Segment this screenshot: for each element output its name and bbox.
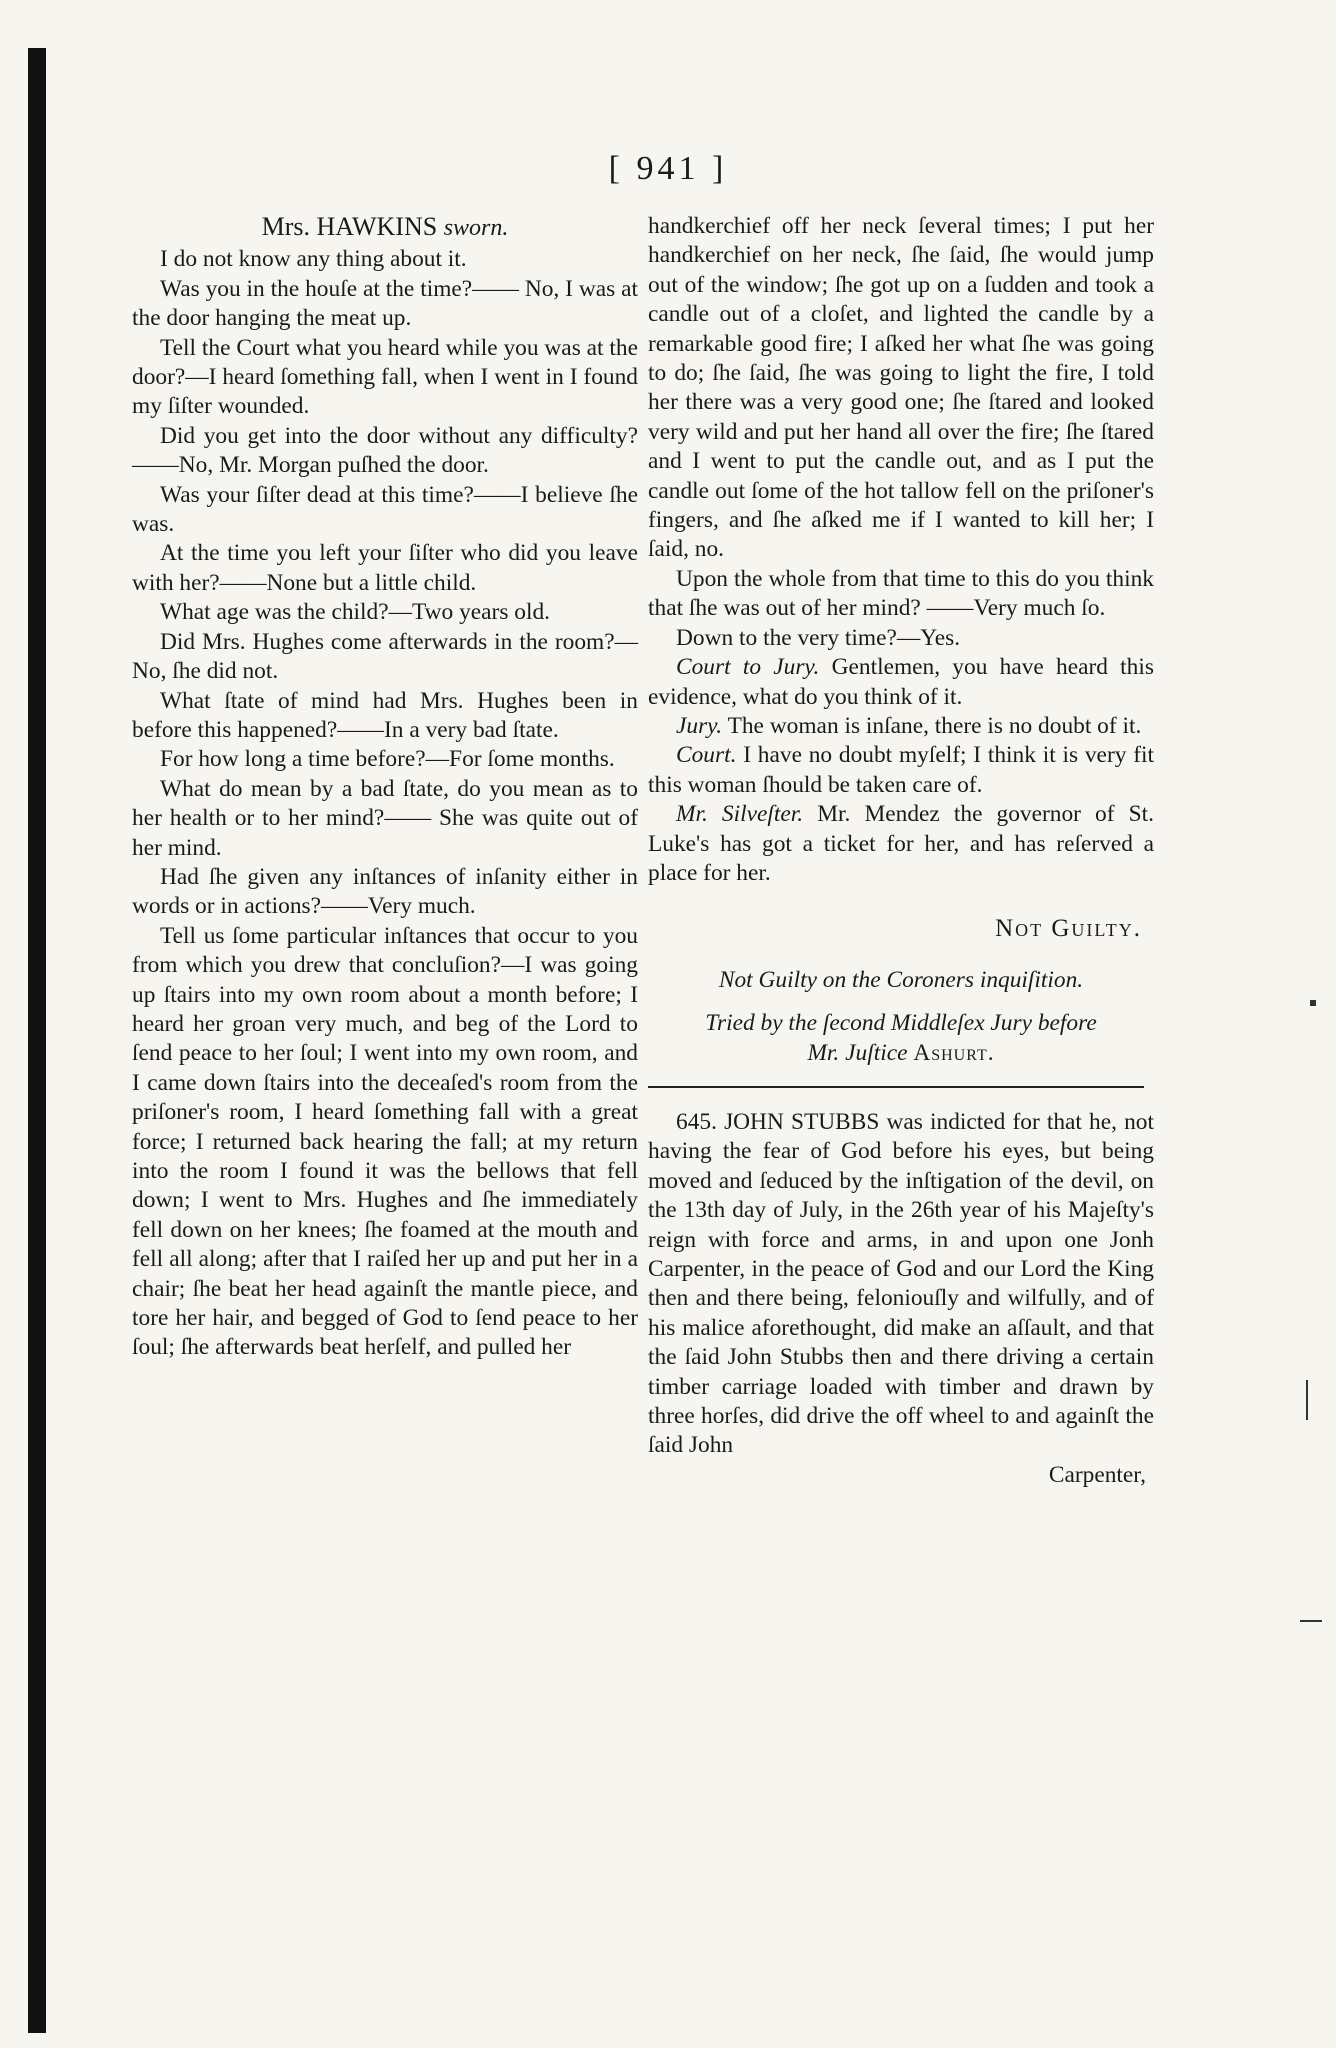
testimony-paragraph: What ſtate of mind had Mrs. Hughes been in before this happened?——In a very bad ſtate. bbox=[132, 687, 638, 743]
testimony-paragraph: Had ſhe given any inſtances of inſanity either in words or in actions?——Very much. bbox=[132, 863, 638, 920]
indictment-paragraph bbox=[648, 1108, 1154, 1461]
testimony-paragraph: Was your ſiſter dead at this time?——I believe ſhe was. bbox=[132, 481, 638, 538]
section-divider bbox=[648, 1086, 1144, 1088]
case-number: 645. bbox=[676, 1108, 717, 1135]
speech-text: I have no doubt myſelf; I think it is very fit this woman ſhould be taken care of. bbox=[648, 742, 1154, 798]
testimony-paragraph: I do not know any thing about it. bbox=[160, 246, 467, 273]
jury-paragraph bbox=[648, 712, 1154, 741]
speech-text: Mr. Mendez the governor of St. Luke's has got a ticket for her, and has reſerved a place for her. bbox=[648, 801, 1154, 886]
witness-name: Mrs. HAWKINS bbox=[261, 212, 438, 241]
coroner-note: Not Guilty on the Coroners inquiſition. bbox=[718, 966, 1084, 993]
tried-judge-name: Ashurt. bbox=[913, 1039, 995, 1066]
witness-heading bbox=[132, 212, 638, 243]
speaker-label: Jury. bbox=[676, 712, 723, 739]
court-paragraph bbox=[648, 741, 1154, 800]
book-binding-edge bbox=[28, 48, 46, 2033]
testimony-continuation: handkerchief off her neck ſeveral times; I put her handkerchief on her neck, ſhe ſaid, ſhe would jump out of the window; ſhe got up on a ſudden and took a candle out of a cloſet, and lighted the candle by a remarkable good fire; I aſked her what ſhe was going to do; ſhe ſaid, ſhe was going to light the fire, I told her there was a very good one; ſhe ſtared and looked very wild and put her hand all over the fire; ſhe ſtared and I went to put the candle out, and as I put the candle out ſome of the hot tallow fell on the priſoner's fingers, and ſhe aſked me if I wanted to kill her; I ſaid, no. bbox=[648, 213, 1154, 563]
catchword: Carpenter, bbox=[1048, 1461, 1146, 1488]
page-number-header: [ 941 ] bbox=[608, 150, 728, 187]
tried-judge-title: Mr. Juſtice bbox=[807, 1039, 908, 1066]
testimony-paragraph: At the time you left your ſiſter who did you leave with her?——None but a little child. bbox=[132, 540, 638, 596]
silvester-paragraph bbox=[648, 800, 1154, 888]
tried-line-1: Tried by the ſecond Middleſex Jury before bbox=[705, 1010, 1097, 1037]
scan-speck bbox=[1310, 1000, 1316, 1006]
indictment-text: was indicted for that he, not having the fear of God before his eyes, but being moved and ſeduced by the inſtigation of the devil, on the 13th day of July, in the 26th year of his Majeſty's reign with force and arms, in and upon one Jonh Carpenter, in the peace of God and our Lord the King then and there being, feloniouſly and wilfully, and of his malice aforethought, did make an aſſault, and that the ſaid John Stubbs then and there driving a certain timber carriage loaded with timber and drawn by three horſes, did drive the off wheel to and againſt the ſaid John bbox=[648, 1108, 1154, 1459]
testimony-paragraph: Tell us ſome particular inſtances that occur to you from which you drew that concluſion?—I was going up ſtairs into my own room about a month before; I heard her groan very much, and beg of the Lord to ſend peace to her ſoul; I went into my own room, and I came down ſtairs into the deceaſed's room from the priſoner's room, I heard ſomething fall with a great force; I returned back hearing the fall; at my return into the room I found it was the bellows that fell down; I went to Mrs. Hughes and ſhe immediately fell down on her knees; ſhe foamed at the mouth and fell all along; after that I raiſed her up and put her in a chair; ſhe beat her head againſt the mantle piece, and tore her hair, and begged of God to ſend peace to her ſoul; ſhe afterwards beat herſelf, and pulled her bbox=[132, 922, 638, 1361]
testimony-paragraph: Did you get into the door without any difficulty?——No, Mr. Morgan puſhed the door. bbox=[132, 422, 638, 479]
testimony-paragraph: Did Mrs. Hughes come afterwards in the room?—No, ſhe did not. bbox=[132, 628, 638, 685]
speaker-label: Court to Jury. bbox=[676, 654, 820, 681]
testimony-paragraph: Down to the very time?—Yes. bbox=[676, 624, 961, 651]
tried-note bbox=[648, 1009, 1154, 1068]
testimony-paragraph: For how long a time before?—For ſome months. bbox=[160, 746, 615, 773]
court-to-jury-paragraph bbox=[648, 653, 1154, 712]
speaker-label: Court. bbox=[676, 742, 737, 769]
testimony-paragraph: Was you in the houſe at the time?—— No, I was at the door hanging the meat up. bbox=[132, 275, 638, 332]
scan-speck bbox=[1300, 1620, 1322, 1622]
testimony-paragraph: Tell the Court what you heard while you was at the door?—I heard ſomething fall, when I went in I found my ſiſter wounded. bbox=[132, 334, 638, 420]
testimony-paragraph: What do mean by a bad ſtate, do you mean as to her health or to her mind?—— She was quite out of her mind. bbox=[132, 775, 638, 861]
margin-scan-marks bbox=[1288, 1000, 1328, 1700]
speech-text: The woman is inſane, there is no doubt of it. bbox=[727, 712, 1142, 739]
testimony-paragraph: What age was the child?—Two years old. bbox=[160, 599, 551, 626]
speaker-label: Mr. Silveſter. bbox=[676, 801, 804, 828]
verdict: Not Guilty. bbox=[995, 915, 1142, 943]
sworn-label: sworn. bbox=[443, 215, 509, 241]
left-column bbox=[132, 212, 638, 1363]
right-column bbox=[648, 212, 1154, 1490]
testimony-paragraph: Upon the whole from that time to this do you think that ſhe was out of her mind? ——Very much ſo. bbox=[648, 565, 1154, 622]
speech-text: Gentlemen, you have heard this evidence, what do you think of it. bbox=[648, 654, 1154, 710]
defendant-name: JOHN STUBBS bbox=[724, 1108, 880, 1135]
scan-speck bbox=[1306, 1380, 1308, 1420]
